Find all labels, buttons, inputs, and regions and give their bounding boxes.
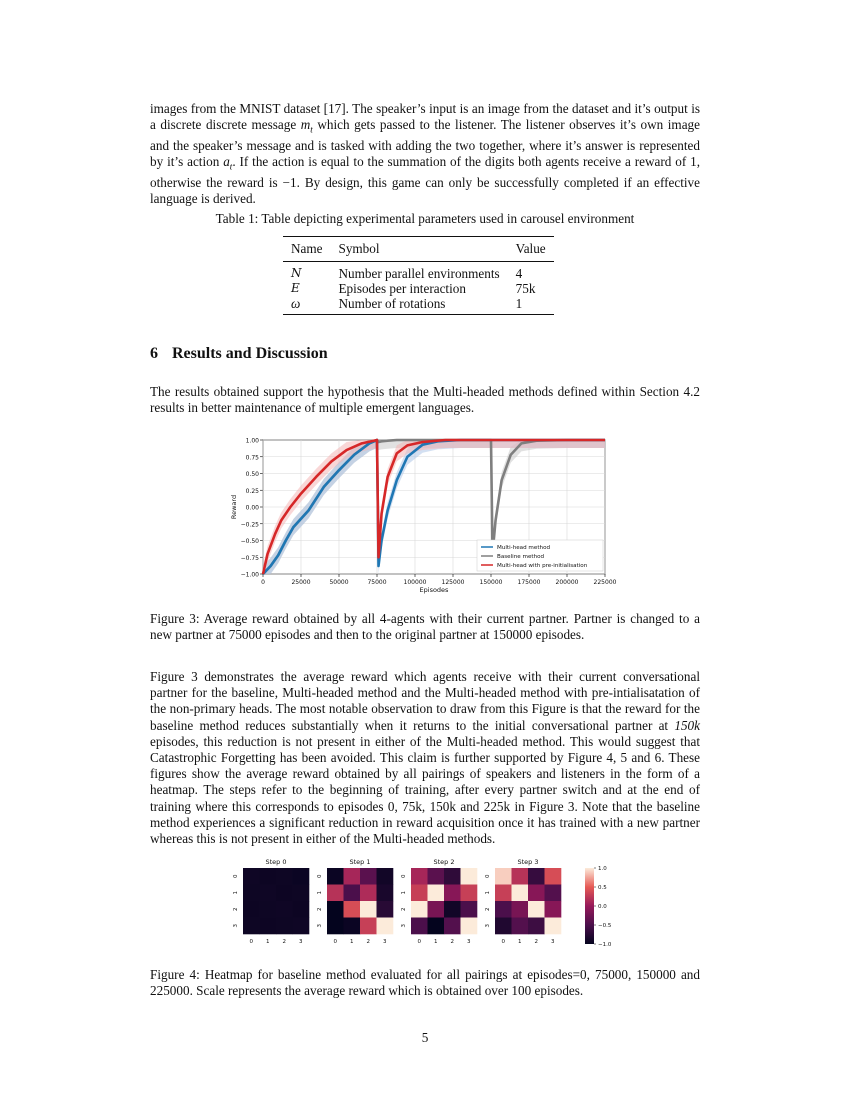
colorbar-tick-label: 0.0 bbox=[598, 904, 607, 910]
heatmap-cell bbox=[293, 901, 310, 918]
legend-label: Multi-head with pre-initialisation bbox=[497, 563, 588, 569]
heatmap-cell bbox=[528, 901, 545, 918]
math-symbol: −1 bbox=[282, 175, 297, 191]
heatmap-title: Step 3 bbox=[517, 858, 539, 866]
heatmap-cell bbox=[377, 918, 394, 935]
heatmap-y-tick: 2 bbox=[317, 907, 323, 911]
heatmap-cell bbox=[545, 868, 562, 885]
heatmap-cell bbox=[545, 901, 562, 918]
heatmap-y-tick: 3 bbox=[401, 924, 407, 928]
heatmap-x-tick: 2 bbox=[450, 939, 454, 945]
y-tick-label: 0.50 bbox=[245, 471, 259, 478]
heatmap-cell bbox=[360, 918, 377, 935]
heatmap-cell bbox=[327, 885, 344, 902]
heatmap-cell bbox=[428, 918, 445, 935]
table-header-symbol: Symbol bbox=[331, 237, 508, 262]
heatmap-cell bbox=[444, 901, 461, 918]
heatmap-cell bbox=[461, 868, 478, 885]
heatmap-cell bbox=[276, 918, 293, 935]
page-number: 5 bbox=[421, 1030, 429, 1045]
colorbar-tick-label: −1.0 bbox=[598, 942, 612, 948]
heatmap-cell bbox=[344, 868, 361, 885]
heatmap-y-tick: 2 bbox=[401, 907, 407, 911]
figure3-line-chart bbox=[225, 432, 625, 598]
y-tick-label: −0.50 bbox=[240, 538, 259, 545]
figure3-caption: Figure 3: Average reward obtained by all 4-agents with their current partner. Partner is changed to a new partner at 75000 episodes and then to the original partner at 150000 episodes. bbox=[150, 611, 700, 643]
heatmap-cell bbox=[444, 868, 461, 885]
heatmap-cell bbox=[545, 885, 562, 902]
x-tick-label: 75000 bbox=[367, 579, 387, 586]
x-tick-label: 175000 bbox=[517, 579, 541, 586]
math-symbol: $a_t$ bbox=[223, 154, 233, 172]
table-cell: N bbox=[291, 266, 302, 280]
heatmap-cell bbox=[461, 918, 478, 935]
heatmap-x-tick: 1 bbox=[350, 939, 354, 945]
heatmap-cell bbox=[512, 901, 529, 918]
heatmap-cell bbox=[377, 901, 394, 918]
heatmap-cell bbox=[344, 901, 361, 918]
heatmap-cell bbox=[528, 918, 545, 935]
intro-line: images from the MNIST dataset [17]. The speaker’s input is an image from the dataset and it’s output is a discrete discrete message $m_t$ which gets passed to the listener. The listener observes it’s own image and the speaker’s message and is tasked with adding the two together, where it’s answer is represented by it’s action $a_t$. If the action is equal to the summation of the digits both agents receive a reward of 1, otherwise the reward is −1. By design, this game can only be successfully completed if an effective language is derived. bbox=[150, 101, 700, 207]
heatmap-x-tick: 3 bbox=[383, 939, 387, 945]
heatmap-y-tick: 3 bbox=[317, 924, 323, 928]
x-tick-label: 25000 bbox=[291, 579, 311, 586]
section-title: Results and Discussion bbox=[172, 345, 328, 362]
heatmap-cell bbox=[411, 885, 428, 902]
heatmap-cell bbox=[461, 901, 478, 918]
discussion-paragraph bbox=[150, 669, 700, 847]
heatmap-cell bbox=[428, 885, 445, 902]
heatmap-cell bbox=[243, 918, 260, 935]
discussion-math: 150k bbox=[674, 717, 700, 733]
discussion-text: episodes, this reduction is not present in either of the Multi-headed method. This would suggest that Catastrophic Forgetting has been avoided. This claim is further supported by Figure 4, 5 and 6. These figures show the average reward obtained by all pairings of speakers and listeners in the form of a heatmap. The steps refer to the beginning of training, after every partner switch and at the end of training where this corresponds to episodes 0, 75k, 150k and 225k in Figure 3. Note that the baseline method experiences a significant reduction in reward acquisition once it has trained with a new partner whereas this is not present in either of the Multi-headed methods. bbox=[150, 733, 700, 847]
heatmap-cell bbox=[528, 868, 545, 885]
heatmap-panel bbox=[485, 858, 561, 945]
heatmap-y-tick: 1 bbox=[485, 891, 491, 895]
heatmap-cell bbox=[495, 901, 512, 918]
heatmap-cell bbox=[377, 868, 394, 885]
y-tick-label: 0.00 bbox=[245, 504, 259, 512]
y-tick-label: −0.25 bbox=[240, 521, 259, 529]
heatmap-cell bbox=[243, 901, 260, 918]
y-tick-label: −1.00 bbox=[240, 571, 259, 579]
heatmap-y-tick: 1 bbox=[233, 891, 239, 895]
heatmap-panel bbox=[401, 858, 477, 945]
table-row bbox=[283, 281, 554, 296]
results-paragraph: The results obtained support the hypothesis that the Multi-headed methods defined within Section 4.2 results in better maintenance of multiple emergent languages. bbox=[150, 384, 700, 416]
heatmap-y-tick: 1 bbox=[317, 891, 323, 895]
x-axis-label: Episodes bbox=[419, 586, 449, 594]
heatmap-cell bbox=[260, 901, 277, 918]
colorbar-tick-label: 1.0 bbox=[598, 866, 607, 872]
table-cell: Number parallel environments bbox=[338, 266, 500, 281]
x-tick-label: 150000 bbox=[479, 579, 503, 586]
heatmap-cell bbox=[344, 918, 361, 935]
table-cell: ω bbox=[283, 296, 331, 315]
heatmap-cell bbox=[293, 918, 310, 935]
y-tick-label: 0.25 bbox=[245, 487, 259, 495]
heatmap-x-tick: 3 bbox=[299, 939, 303, 945]
heatmap-cell bbox=[344, 885, 361, 902]
heatmap-x-tick: 2 bbox=[282, 939, 286, 945]
heatmap-title: Step 0 bbox=[265, 858, 287, 866]
parameters-table bbox=[283, 236, 554, 315]
section-number: 6 bbox=[150, 345, 158, 362]
heatmap-cell bbox=[512, 868, 529, 885]
x-tick-label: 225000 bbox=[593, 579, 617, 586]
table-cell: 75k bbox=[515, 281, 536, 296]
heatmap-cell bbox=[444, 918, 461, 935]
math-symbol: $m_t$ bbox=[300, 117, 313, 135]
heatmap-x-tick: 2 bbox=[366, 939, 370, 945]
table-header-value: Value bbox=[508, 237, 554, 262]
x-tick-label: 0 bbox=[261, 579, 265, 586]
heatmap-x-tick: 0 bbox=[417, 939, 421, 945]
heatmap-x-tick: 2 bbox=[534, 939, 538, 945]
heatmap-panel bbox=[317, 858, 393, 945]
y-axis-label: Reward bbox=[230, 494, 238, 520]
heatmap-cell bbox=[528, 885, 545, 902]
heatmap-cell bbox=[327, 918, 344, 935]
section-heading bbox=[150, 345, 328, 363]
x-tick-label: 50000 bbox=[329, 579, 349, 586]
heatmap-y-tick: 0 bbox=[401, 874, 407, 878]
heatmap-cell bbox=[512, 885, 529, 902]
table-cell: 4 bbox=[515, 266, 523, 281]
heatmap-y-tick: 3 bbox=[233, 924, 239, 928]
heatmap-cell bbox=[260, 918, 277, 935]
x-tick-label: 200000 bbox=[555, 579, 579, 586]
heatmap-x-tick: 0 bbox=[333, 939, 337, 945]
heatmap-x-tick: 1 bbox=[434, 939, 438, 945]
table-cell: 1 bbox=[508, 296, 554, 315]
heatmap-cell bbox=[377, 885, 394, 902]
heatmap-cell bbox=[360, 901, 377, 918]
colorbar bbox=[585, 868, 594, 944]
heatmap-cell bbox=[411, 868, 428, 885]
heatmap-y-tick: 0 bbox=[233, 874, 239, 878]
heatmap-x-tick: 1 bbox=[266, 939, 270, 945]
heatmap-cell bbox=[243, 885, 260, 902]
heatmap-cell bbox=[512, 918, 529, 935]
heatmap-cell bbox=[444, 885, 461, 902]
heatmap-y-tick: 3 bbox=[485, 924, 491, 928]
heatmap-cell bbox=[293, 868, 310, 885]
heatmap-y-tick: 2 bbox=[233, 907, 239, 911]
heatmap-cell bbox=[428, 868, 445, 885]
discussion-text: Figure 3 demonstrates the average reward which agents receive with their current conversational partner for the baseline, Multi-headed method and the Multi-headed method with pre-intialisatation of the non-primary heads. The most notable observation to draw from this Figure is that the reward for the baseline method reduces substantially when it returns to the initial conversational partner at bbox=[150, 669, 700, 733]
heatmap-cell bbox=[260, 885, 277, 902]
heatmap-y-tick: 0 bbox=[317, 874, 323, 878]
heatmap-cell bbox=[276, 868, 293, 885]
table-header-name: Name bbox=[283, 237, 331, 262]
heatmap-title: Step 2 bbox=[433, 858, 455, 866]
heatmap-cell bbox=[545, 918, 562, 935]
heatmap-x-tick: 3 bbox=[551, 939, 555, 945]
heatmap-cell bbox=[495, 868, 512, 885]
intro-paragraph bbox=[150, 101, 700, 208]
figure4-caption: Figure 4: Heatmap for baseline method evaluated for all pairings at episodes=0, 75000, 150000 and 225000. Scale represents the average reward which is obtained over 100 episodes. bbox=[150, 967, 700, 999]
heatmap-cell bbox=[327, 901, 344, 918]
y-tick-label: −0.75 bbox=[240, 554, 259, 562]
table1-caption: Table 1: Table depicting experimental parameters used in carousel environment bbox=[215, 211, 635, 226]
x-tick-label: 125000 bbox=[441, 579, 465, 586]
heatmap-panel bbox=[233, 858, 309, 945]
heatmap-cell bbox=[360, 885, 377, 902]
table-row bbox=[283, 262, 554, 282]
heatmap-cell bbox=[276, 885, 293, 902]
heatmap-cell bbox=[260, 868, 277, 885]
heatmap-cell bbox=[428, 901, 445, 918]
y-tick-label: 0.75 bbox=[245, 454, 259, 462]
heatmap-cell bbox=[360, 868, 377, 885]
table-row bbox=[283, 296, 554, 315]
heatmap-cell bbox=[411, 918, 428, 935]
heatmap-cell bbox=[243, 868, 260, 885]
heatmap-x-tick: 0 bbox=[249, 939, 253, 945]
heatmap-y-tick: 0 bbox=[485, 874, 491, 878]
heatmap-cell bbox=[461, 885, 478, 902]
y-tick-label: 1.00 bbox=[245, 437, 259, 445]
heatmap-x-tick: 0 bbox=[501, 939, 505, 945]
x-tick-label: 100000 bbox=[403, 579, 427, 586]
legend-label: Baseline method bbox=[497, 554, 545, 560]
heatmap-cell bbox=[495, 918, 512, 935]
legend-label: Multi-head method bbox=[497, 545, 551, 551]
heatmap-x-tick: 3 bbox=[467, 939, 471, 945]
heatmap-cell bbox=[293, 885, 310, 902]
heatmap-y-tick: 1 bbox=[401, 891, 407, 895]
heatmap-cell bbox=[411, 901, 428, 918]
figure4-heatmaps bbox=[225, 855, 625, 960]
table-cell: Number of rotations bbox=[331, 296, 508, 315]
heatmap-cell bbox=[495, 885, 512, 902]
heatmap-y-tick: 2 bbox=[485, 907, 491, 911]
heatmap-cell bbox=[276, 901, 293, 918]
heatmap-cell bbox=[327, 868, 344, 885]
heatmap-title: Step 1 bbox=[349, 858, 371, 866]
table-cell: Episodes per interaction bbox=[338, 281, 466, 296]
table-cell: E bbox=[291, 281, 300, 295]
colorbar-tick-label: 0.5 bbox=[598, 885, 607, 891]
colorbar-tick-label: −0.5 bbox=[598, 923, 612, 929]
heatmap-x-tick: 1 bbox=[518, 939, 522, 945]
